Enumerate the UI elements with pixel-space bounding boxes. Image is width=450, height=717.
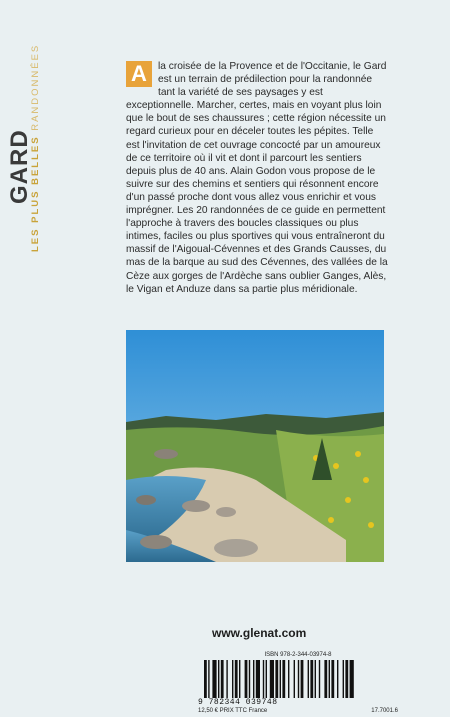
barcode-bar bbox=[301, 660, 304, 698]
price-row bbox=[198, 708, 398, 714]
barcode-bar bbox=[324, 660, 327, 698]
intro-text-block bbox=[126, 60, 388, 296]
gard-title: GARD bbox=[6, 129, 33, 204]
barcode-bar bbox=[298, 660, 299, 698]
barcode-bars bbox=[204, 660, 392, 698]
barcode-bar bbox=[345, 660, 348, 698]
barcode-digits: 9 782344 039748 bbox=[198, 698, 278, 707]
barcode-bar bbox=[256, 660, 260, 698]
landscape-photo bbox=[126, 330, 384, 562]
subtitle-part-a: LES PLUS BELLES bbox=[30, 135, 41, 253]
barcode-bar bbox=[249, 660, 250, 698]
barcode-bar bbox=[288, 660, 289, 698]
barcode-bar bbox=[319, 660, 320, 698]
spine-subtitle bbox=[30, 44, 41, 254]
barcode-bar bbox=[294, 660, 295, 698]
barcode-bar bbox=[315, 660, 316, 698]
subtitle-part-b: RANDONNÉES bbox=[30, 44, 41, 132]
barcode-bar bbox=[235, 660, 238, 698]
price-label: 12,50 € PRIX TTC France bbox=[198, 708, 268, 714]
barcode-bar bbox=[208, 660, 209, 698]
barcode-bar bbox=[350, 660, 354, 698]
barcode-bar bbox=[282, 660, 285, 698]
barcode-bar bbox=[212, 660, 216, 698]
barcode-bar bbox=[226, 660, 227, 698]
dropcap: A bbox=[126, 61, 152, 87]
barcode-bar bbox=[337, 660, 338, 698]
intro-paragraph: la croisée de la Provence et de l'Occitanie, le Gard est un terrain de prédilection pour la randonnée tant la variété de ses paysages y est exceptionnelle. Marcher, certes, mais en voyant plus loin que le bout de ses chaussures ; cette région nécessite un regard curieux pour en déceler toutes les pépites. Telle est l'invitation de cet ouvrage concocté par un amoureux de ce territoire où il vit et dont il parcourt les sentiers depuis plus de 40 ans. Alain Godon vous propose de le suivre sur des chemins et sentiers qui résonnent encore d'un passé proche dont vous allez vous enrichir et vous imprégner. Les 20 randonnées de ce guide en permettent l'approche à travers des boucles classiques ou plus intimes, faciles ou plus sportives qui vous entraîneront du massif de l'Aigoual-Cévennes et des Grands Causses, du mas de la barque au sud des Cévennes, des vallées de la Cèze aux gorges de l'Ardèche sans oublier Ganges, Alès, le Vigan et Anduze dans sa partie plus méridionale. bbox=[126, 61, 388, 295]
barcode-bar bbox=[221, 660, 224, 698]
barcode-bar bbox=[343, 660, 344, 698]
barcode-bar bbox=[245, 660, 248, 698]
barcode-bar bbox=[270, 660, 274, 698]
isbn-label: ISBN 978-2-344-03974-8 bbox=[264, 652, 332, 658]
barcode-bar bbox=[263, 660, 264, 698]
barcode-bar bbox=[266, 660, 267, 698]
barcode-bar bbox=[308, 660, 309, 698]
barcode-bar bbox=[239, 660, 240, 698]
barcode-bar bbox=[232, 660, 233, 698]
barcode-bar bbox=[280, 660, 281, 698]
barcode-area bbox=[198, 652, 398, 714]
barcode-bar bbox=[253, 660, 254, 698]
barcode-bar bbox=[275, 660, 278, 698]
barcode-bar bbox=[204, 660, 207, 698]
landscape-illustration bbox=[126, 330, 384, 562]
barcode-bar bbox=[310, 660, 313, 698]
publisher-url[interactable]: www.glenat.com bbox=[212, 626, 307, 640]
barcode-bar bbox=[329, 660, 330, 698]
product-code: 17.7001.6 bbox=[371, 708, 398, 714]
barcode-bar bbox=[331, 660, 334, 698]
spine bbox=[0, 0, 62, 717]
barcode-bar bbox=[218, 660, 219, 698]
